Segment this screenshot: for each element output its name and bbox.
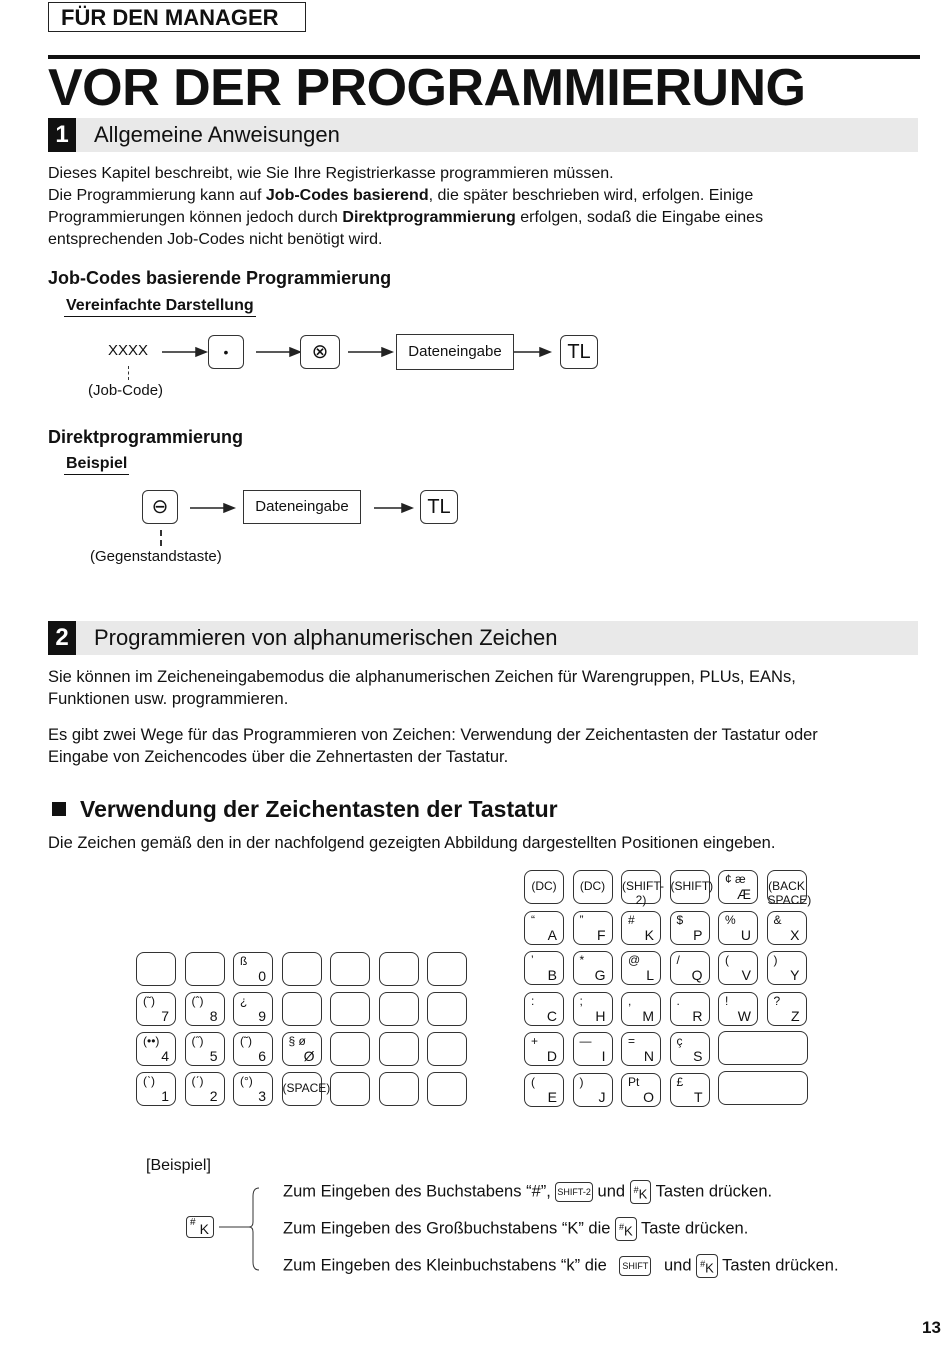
key-char: D [546,1048,557,1064]
key-symbol: (ˋ) [143,1074,155,1088]
tl-key: TL [420,490,458,524]
key-symbol: ç [676,1034,683,1048]
keyboard-key [282,992,322,1026]
keyboard-key [573,992,613,1026]
key-label: (SHIFT) [670,879,714,893]
keyboard-key [718,870,758,904]
key-char: 5 [209,1048,218,1064]
key-char: K [644,926,654,943]
key-char: P [693,926,703,943]
keyboard-key [136,1072,176,1106]
key-char: S [693,1048,703,1064]
example-line-3: Zum Eingeben des Kleinbuchstabens “k” die SHIFT und #K Tasten drücken. [283,1254,839,1278]
keyboard-key [524,1073,564,1107]
keyboard-key [427,1032,467,1066]
key-char: H [595,1007,606,1024]
key-char: 0 [258,968,266,984]
key-symbol: . [676,993,680,1008]
keyboard-key [524,911,564,945]
key-label: (SHIFT-2) [622,879,664,907]
keyboard-key [330,1072,370,1106]
key-symbol: ) [773,953,778,967]
key-symbol: @ [628,953,641,967]
key-char: V [741,967,751,983]
key-char: U [740,926,751,943]
keyboard-key [282,1072,331,1106]
key-symbol: (ˊ) [191,1074,204,1088]
numeric-keypad [136,952,476,1112]
key-symbol: ; [579,993,583,1008]
blank-key-wide [718,1031,808,1065]
keyboard-key [233,992,273,1026]
key-char: J [598,1088,606,1105]
key-char: O [643,1088,654,1105]
blank-key-wide [718,1071,808,1105]
section-1-title: Allgemeine Anweisungen [94,122,340,147]
keyboard-key [670,1032,710,1066]
section-2-number: 2 [48,621,76,655]
keyboard-key [670,992,710,1026]
keyboard-key [767,951,807,985]
key-symbol: $ [676,912,684,927]
keyboard-key [379,952,419,986]
keyboard-key [427,952,467,986]
keyboard-key [282,1032,322,1066]
keyboard-key [524,870,564,904]
para-line: Sie können im Zeicheneingabemodus die alphanumerischen Zeichen für Warengruppen, PLUs, EANs, [48,668,796,686]
key-char: A [547,926,557,943]
job-code-value: XXXX [108,342,149,359]
dot-key: • [208,335,244,369]
sub-paragraph: Die Zeichen gemäß den in der nachfolgend gezeigten Abbildung dargestellten Positionen eingeben. [48,834,776,852]
minus-key-icon: ⊖ [142,490,178,524]
key-char: 9 [258,1008,266,1024]
key-symbol: * [579,953,585,967]
para-line: Eingabe von Zeichencodes über die Zehnertasten der Tastatur. [48,748,509,766]
key-symbol: + [531,1034,539,1048]
keyboard-key [136,952,176,986]
keyboard-key [573,951,613,985]
keyboard-key [524,992,564,1026]
connector-line [160,530,162,546]
keyboard-key [718,992,758,1026]
key-char: M [642,1007,654,1024]
key-symbol: £ [676,1074,684,1089]
para-line: Funktionen usw. programmieren. [48,690,289,708]
key-symbol: (ˆ) [191,994,204,1008]
key-symbol: , [628,993,632,1008]
para-line: Die Programmierung kann auf Job-Codes basierend, die später beschrieben wird, erfolgen. Einige [48,187,754,204]
key-char: L [646,967,654,983]
key-symbol: # [628,912,635,927]
tl-key: TL [560,335,598,369]
key-symbol: — [579,1034,592,1048]
keyboard-key [573,1073,613,1107]
keyboard-key [767,911,807,945]
key-symbol: ¢ æ [725,872,746,886]
key-char: N [643,1048,654,1064]
keyboard-key [379,1032,419,1066]
k-key-icon: #K [630,1180,652,1204]
key-char: 8 [209,1008,218,1024]
key-label: (DC) [531,879,557,893]
k-key-icon: # K [186,1216,214,1238]
key-char: B [547,967,557,983]
page-number: 13 [922,1318,941,1337]
keyboard-key [718,951,758,985]
key-char: 4 [161,1048,169,1064]
key-symbol: “ [531,912,535,927]
keyboard-key [573,870,613,904]
para-line: Es gibt zwei Wege für das Programmieren von Zeichen: Verwendung der Zeichentasten der Tastatur oder [48,726,818,744]
sub-heading: Verwendung der Zeichentasten der Tastatur [80,796,558,822]
keyboard-key [621,992,661,1026]
para-line: entsprechenden Job-Codes nicht benötigt wird. [48,231,383,248]
key-symbol: ( [725,953,729,967]
shift-key-icon: SHIFT [619,1256,651,1276]
keyboard-key [427,992,467,1026]
keyboard-key [427,1072,467,1106]
keyboard-key [524,951,564,985]
jobcode-heading: Job-Codes basierende Programmierung [48,268,392,288]
key-char: 7 [161,1008,169,1024]
keyboard-key [670,911,710,945]
keyboard-key [136,992,176,1026]
multiply-key-icon: ⊗ [300,335,340,369]
key-symbol: ¿ [240,994,248,1008]
key-symbol: ! [725,993,729,1008]
key-symbol: (˜) [240,1034,252,1048]
connector-line [128,366,129,380]
key-symbol: ) [579,1074,584,1089]
example-line-1: Zum Eingeben des Buchstabens “#”, SHIFT-2 und #K Tasten drücken. [283,1180,772,1204]
keyboard-key [379,1072,419,1106]
key-char: E [547,1088,557,1105]
key-label: (BACK SPACE) [767,879,812,907]
keyboard-key [330,1032,370,1066]
keyboard-key [621,1032,661,1066]
key-char: 2 [209,1088,218,1104]
key-symbol: ( [531,1074,535,1089]
example-heading: Beispiel [64,455,129,475]
keyboard-key [185,952,225,986]
key-char: Æ [737,886,751,902]
data-entry-box: Dateneingabe [396,334,514,370]
item-key-label: (Gegenstandstaste) [90,548,222,565]
keyboard-key [330,992,370,1026]
job-code-label: (Job-Code) [88,382,164,399]
shift2-key-icon: SHIFT-2 [555,1182,593,1202]
keyboard-key [621,870,664,907]
key-label: (SPACE) [282,1081,331,1095]
key-char: W [737,1007,751,1024]
brace-connector [215,1186,265,1276]
keyboard-key [282,952,322,986]
key-char: T [693,1088,703,1105]
key-symbol: ’ [531,953,534,967]
section-1-number: 1 [48,118,76,152]
key-symbol: ? [773,993,781,1008]
keyboard-key [136,1032,176,1066]
keyboard-key [573,1032,613,1066]
keyboard-key [767,992,807,1026]
section-1-bar [48,118,918,152]
key-symbol: Pt [628,1074,640,1089]
keyboard-key [233,952,273,986]
keyboard-key [718,911,758,945]
key-char: 3 [258,1088,266,1104]
keyboard-key [621,951,661,985]
simple-heading: Vereinfachte Darstellung [64,297,256,317]
key-symbol: = [628,1034,636,1048]
key-symbol: : [531,993,535,1008]
section-2-paragraph [48,666,908,768]
keyboard-key [621,1073,661,1107]
keyboard-key [330,952,370,986]
key-char: R [692,1007,703,1024]
key-symbol: % [725,912,736,927]
data-entry-box: Dateneingabe [243,490,361,524]
section-2-bar [48,621,918,655]
keyboard-key [573,911,613,945]
keyboard-key [185,992,225,1026]
key-char: I [601,1048,606,1064]
key-char: Z [790,1007,800,1024]
keyboard-key [379,992,419,1026]
keyboard-key [621,911,661,945]
keyboard-key [185,1032,225,1066]
square-bullet-icon [52,802,66,816]
page-title: VOR DER PROGRAMMIERUNG [48,59,806,117]
key-symbol: (••) [143,1034,160,1048]
key-symbol: ß [240,954,248,968]
key-symbol: (°) [240,1074,253,1088]
key-symbol: & [773,912,782,927]
para-line: Programmierungen können jedoch durch Direktprogrammierung erfolgen, sodaß die Eingabe eines [48,209,764,226]
key-label: (DC) [579,879,606,893]
key-symbol: (˝) [191,1034,204,1048]
k-key-icon: #K [696,1254,718,1278]
manager-header: FÜR DEN MANAGER [48,2,306,32]
key-char: 1 [161,1088,169,1104]
key-symbol: / [676,953,680,967]
section-1-paragraph [48,163,908,251]
keyboard-key [670,951,710,985]
key-char: Ø [303,1048,315,1064]
direct-heading: Direktprogrammierung [48,427,244,447]
keyboard-key [767,870,812,907]
section-2-title: Programmieren von alphanumerischen Zeichen [94,625,558,650]
key-char: G [594,967,606,983]
keyboard-key [185,1072,225,1106]
key-symbol: (˜) [143,994,155,1008]
key-char: 6 [258,1048,266,1064]
example-line-2: Zum Eingeben des Großbuchstabens “K” die #K Taste drücken. [283,1217,748,1241]
keyboard-key [233,1032,273,1066]
key-symbol: § ø [288,1034,306,1048]
para-line: Dieses Kapitel beschreibt, wie Sie Ihre Registrierkasse programmieren müssen. [48,165,614,182]
key-char: Q [691,967,703,983]
keyboard-key [670,1073,710,1107]
keyboard-key [233,1072,273,1106]
keyboard-key [670,870,714,904]
key-char: Y [790,967,800,983]
key-char: F [596,926,606,943]
keyboard-key [524,1032,564,1066]
example-label: [Beispiel] [146,1157,211,1174]
key-symbol: ” [579,912,584,927]
key-char: C [546,1007,557,1024]
key-char: X [790,926,800,943]
k-key-icon: #K [615,1217,637,1241]
